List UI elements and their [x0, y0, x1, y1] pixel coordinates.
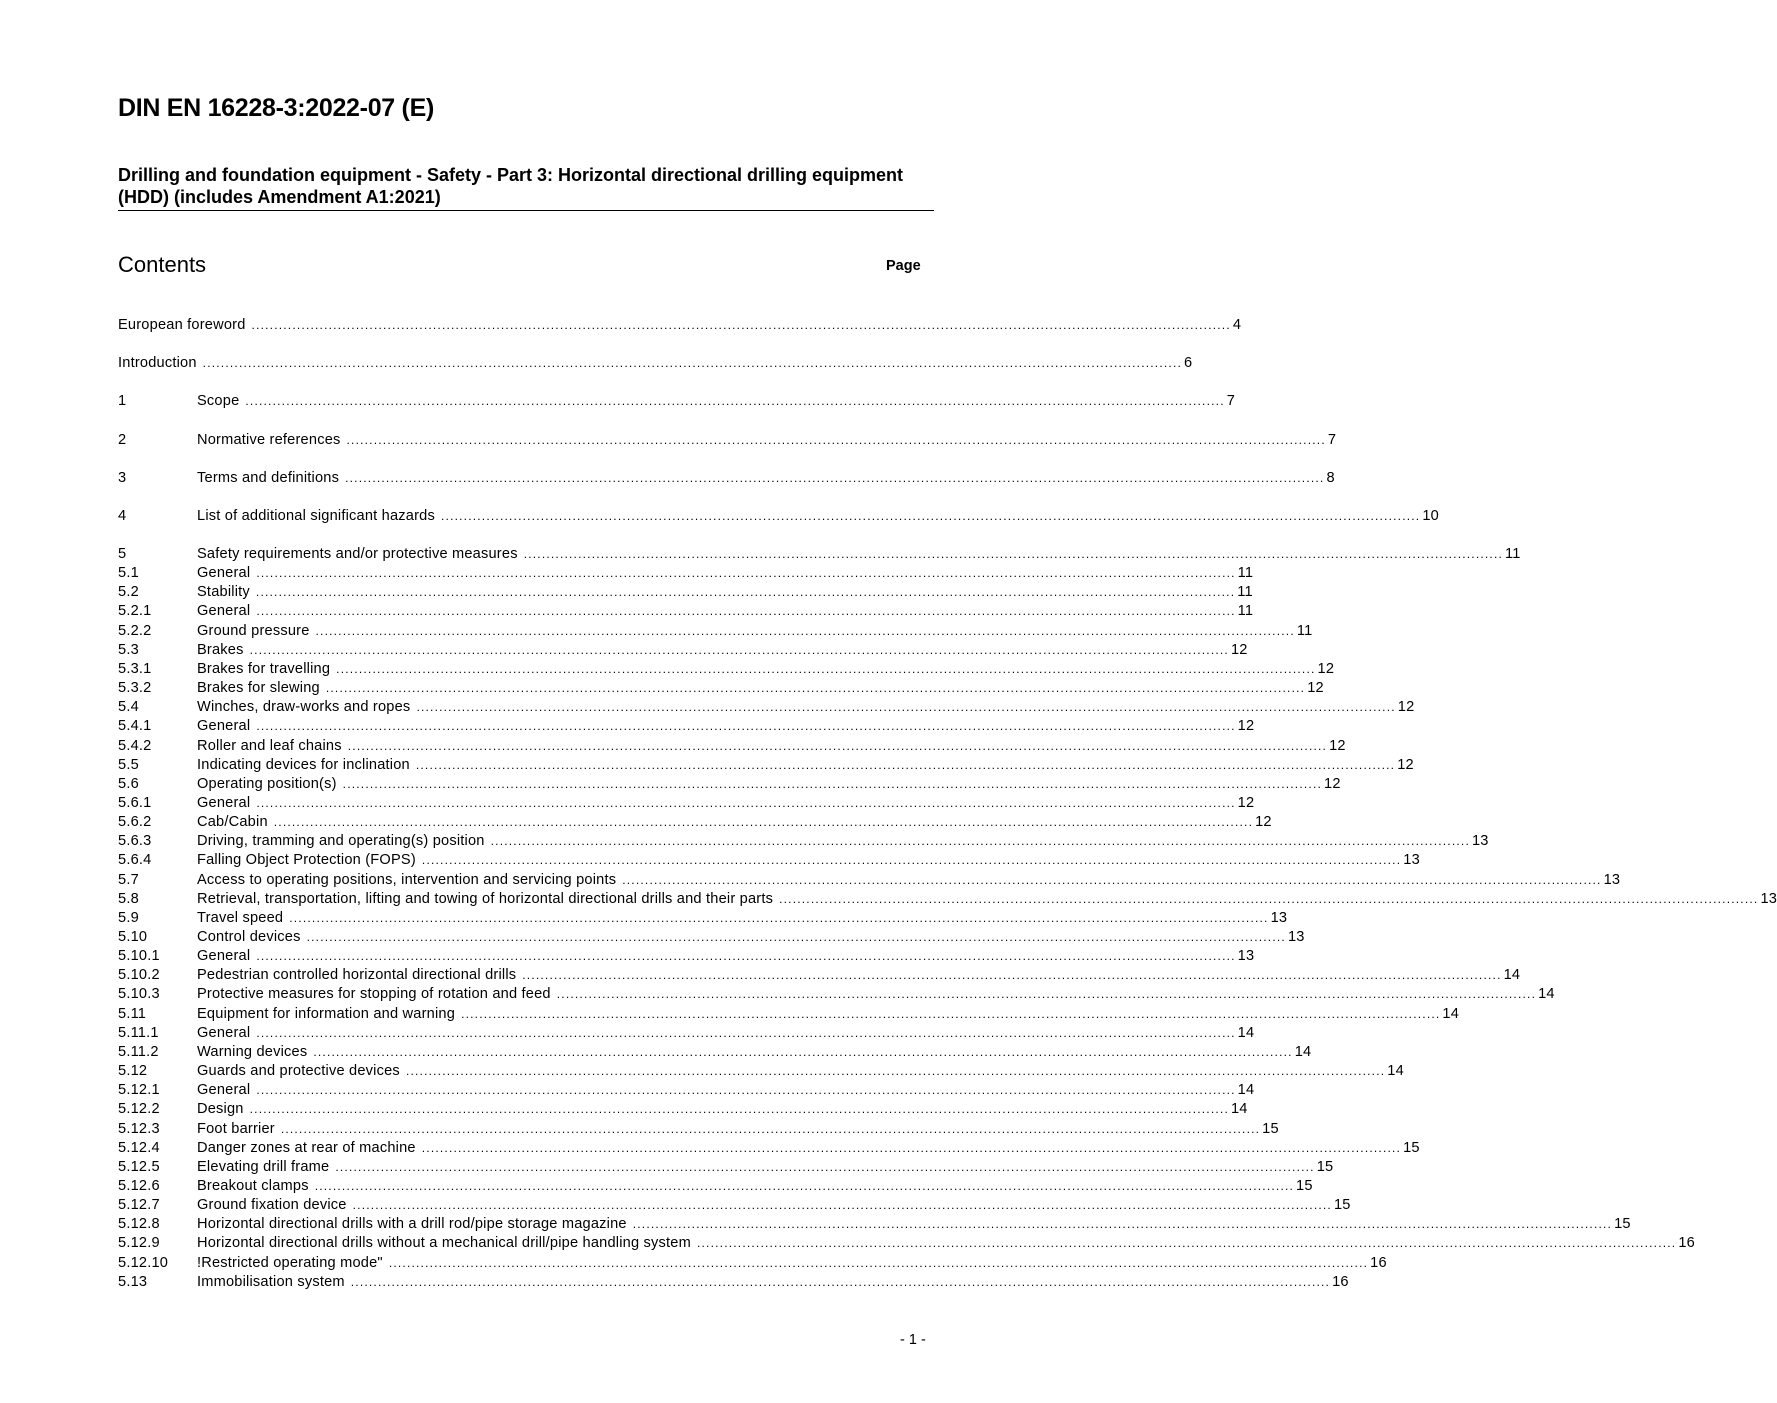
toc-entry-title: General: [197, 718, 251, 735]
page-column-label: Page: [886, 258, 921, 274]
toc-entry-page: 14: [1442, 1005, 1460, 1022]
toc-dot-leader: ........................................................................................................................................................................................................................: [416, 700, 1396, 715]
toc-entry[interactable]: [118, 698, 1415, 717]
toc-entry-title: Horizontal directional drills without a mechanical drill/pipe handling system: [197, 1235, 691, 1252]
toc-dot-leader: ........................................................................................................................................................................................................................: [249, 642, 1229, 657]
toc-dot-leader: ........................................................................................................................................................................................................................: [632, 1217, 1613, 1232]
toc-entry-title: Safety requirements and/or protective measures: [197, 546, 518, 562]
toc-entry-number: 5.12.2: [118, 1101, 160, 1118]
toc-entry-page: 12: [1230, 641, 1248, 658]
toc-entry-page: 11: [1237, 584, 1253, 601]
contents-heading: Contents: [118, 252, 207, 277]
toc-dot-leader: ........................................................................................................................................................................................................................: [280, 1121, 1261, 1136]
toc-entry-title: Travel speed: [197, 909, 284, 926]
toc-entry-title: Terms and definitions: [197, 470, 340, 486]
toc-entry-title: Brakes for travelling: [197, 660, 331, 677]
toc-entry-page: 11: [1296, 622, 1313, 639]
toc-entry[interactable]: [118, 583, 1253, 602]
toc-entry[interactable]: [118, 1139, 1420, 1158]
toc-entry-number: 5.12.5: [118, 1158, 160, 1175]
toc-entry[interactable]: [118, 507, 1439, 526]
toc-dot-leader: ........................................................................................................................................................................................................................: [256, 566, 1236, 581]
toc-dot-leader: ........................................................................................................................................................................................................................: [523, 547, 1504, 561]
toc-entry-title: Control devices: [197, 929, 301, 945]
toc-dot-leader: ........................................................................................................................................................................................................................: [490, 834, 1470, 849]
toc-dot-leader: ........................................................................................................................................................................................................................: [256, 604, 1236, 619]
toc-entry-page: 12: [1324, 775, 1341, 792]
toc-dot-leader: ........................................................................................................................................................................................................................: [696, 1236, 1677, 1251]
toc-entry[interactable]: [118, 947, 1255, 966]
toc-entry[interactable]: [118, 1254, 1387, 1273]
toc-entry-page: 7: [1226, 393, 1236, 409]
toc-entry-page: 7: [1327, 432, 1337, 448]
toc-dot-leader: ........................................................................................................................................................................................................................: [346, 433, 1326, 447]
toc-dot-leader: ........................................................................................................................................................................................................................: [522, 968, 1502, 983]
toc-entry[interactable]: [118, 928, 1305, 947]
toc-entry-title: Ground pressure: [197, 622, 310, 639]
toc-entry[interactable]: [118, 1177, 1313, 1196]
toc-dot-leader: ........................................................................................................................................................................................................................: [779, 891, 1759, 906]
document-title: Drilling and foundation equipment - Safety - Part 3: Horizontal directional drilling equipment (HDD) (includes Amendment A1:2021): [118, 165, 904, 207]
toc-entry[interactable]: [118, 1100, 1248, 1119]
toc-entry-page: 15: [1316, 1158, 1334, 1175]
toc-entry-page: 11: [1237, 603, 1254, 620]
toc-entry-title: Falling Object Protection (FOPS): [197, 852, 416, 869]
toc-dot-leader: ........................................................................................................................................................................................................................: [405, 1064, 1386, 1079]
toc-entry-page: 14: [1387, 1063, 1404, 1080]
toc-entry-number: 5.12.3: [118, 1120, 160, 1137]
toc-entry[interactable]: [118, 871, 1621, 890]
toc-dot-leader: ........................................................................................................................................................................................................................: [441, 509, 1421, 523]
toc-dot-leader: ........................................................................................................................................................................................................................: [256, 1083, 1236, 1098]
toc-dot-leader: ........................................................................................................................................................................................................................: [256, 1025, 1236, 1040]
toc-entry-title: Brakes: [197, 641, 244, 658]
toc-entry-number: 5.11.1: [118, 1024, 159, 1041]
toc-dot-leader: ........................................................................................................................................................................................................................: [336, 661, 1316, 676]
toc-entry-title: Design: [197, 1101, 244, 1118]
toc-dot-leader: ........................................................................................................................................................................................................................: [249, 1102, 1229, 1117]
toc-dot-leader: ........................................................................................................................................................................................................................: [415, 757, 1396, 772]
footer-page-number: - 1 -: [900, 1332, 926, 1348]
toc-dot-leader: ........................................................................................................................................................................................................................: [256, 719, 1236, 734]
toc-entry-page: 13: [1603, 871, 1621, 888]
toc-entry-title: Access to operating positions, intervention and servicing points: [197, 871, 617, 888]
toc-entry[interactable]: [118, 794, 1255, 813]
toc-entry[interactable]: [118, 641, 1248, 660]
toc-dot-leader: ........................................................................................................................................................................................................................: [314, 1178, 1295, 1193]
toc-entry-title: Protective measures for stopping of rotation and feed: [197, 986, 551, 1003]
toc-entry-page: 12: [1237, 794, 1255, 811]
toc-entry[interactable]: [118, 622, 1313, 641]
toc-entry-number: 1: [118, 393, 127, 409]
toc-entry-number: 5.6: [118, 775, 139, 792]
toc-entry-page: 4: [1232, 317, 1242, 333]
toc-entry-number: 5.8: [118, 890, 139, 907]
toc-entry[interactable]: [118, 545, 1521, 564]
toc-entry-page: 11: [1505, 546, 1521, 562]
toc-entry-title: General: [197, 794, 251, 811]
toc-entry-number: 5.12.6: [118, 1177, 160, 1194]
toc-entry-number: 5.9: [118, 909, 139, 926]
toc-entry-title: Foot barrier: [197, 1120, 275, 1137]
toc-entry-number: 4: [118, 508, 127, 524]
toc-entry[interactable]: [118, 1024, 1255, 1043]
toc-entry-title: Stability: [197, 584, 250, 601]
toc-entry-title: General: [197, 948, 251, 965]
toc-entry-page: 15: [1403, 1139, 1420, 1156]
toc-entry[interactable]: [118, 832, 1489, 851]
toc-entry-title: Danger zones at rear of machine: [197, 1139, 416, 1156]
toc-entry[interactable]: [118, 316, 1242, 335]
toc-entry-number: 5.12.1: [118, 1082, 160, 1099]
toc-entry-title: General: [197, 1082, 251, 1099]
title-divider: [118, 210, 934, 211]
toc-entry-number: 5.12: [118, 1063, 148, 1080]
toc-entry-title: Warning devices: [197, 1043, 308, 1060]
toc-entry[interactable]: [118, 985, 1555, 1004]
toc-entry-title: List of additional significant hazards: [197, 508, 435, 524]
toc-dot-leader: ........................................................................................................................................................................................................................: [335, 1159, 1315, 1174]
toc-dot-leader: ........................................................................................................................................................................................................................: [421, 1140, 1402, 1155]
toc-entry-page: 16: [1678, 1235, 1695, 1252]
toc-entry-title: Roller and leaf chains: [197, 737, 342, 754]
toc-entry-number: 5.12.4: [118, 1139, 160, 1156]
toc-entry-title: General: [197, 1024, 251, 1041]
toc-entry-page: 12: [1397, 699, 1415, 716]
toc-entry[interactable]: [118, 354, 1193, 373]
toc-entry-title: Scope: [197, 393, 240, 409]
toc-entry-number: 5.4.1: [118, 718, 152, 735]
toc-entry-title: Normative references: [197, 432, 341, 448]
toc-entry[interactable]: [118, 1234, 1695, 1253]
toc-entry-number: 5.12.10: [118, 1254, 169, 1271]
toc-dot-leader: ........................................................................................................................................................................................................................: [273, 815, 1254, 830]
toc-dot-leader: ........................................................................................................................................................................................................................: [350, 1274, 1331, 1289]
toc-entry[interactable]: [118, 966, 1521, 985]
toc-entry-page: 15: [1614, 1216, 1631, 1233]
toc-entry-title: Cab/Cabin: [197, 814, 268, 831]
toc-entry[interactable]: [118, 1120, 1279, 1139]
toc-dot-leader: ........................................................................................................................................................................................................................: [251, 318, 1231, 332]
toc-entry-page: 15: [1262, 1120, 1279, 1137]
toc-entry-page: 10: [1422, 508, 1439, 524]
toc-entry-title: European foreword: [118, 317, 246, 333]
toc-entry[interactable]: [118, 737, 1346, 756]
toc-entry-page: 6: [1184, 355, 1193, 371]
toc-entry-number: 5.3: [118, 641, 139, 658]
toc-dot-leader: ........................................................................................................................................................................................................................: [461, 1006, 1441, 1021]
toc-entry-page: 14: [1538, 986, 1555, 1003]
toc-entry[interactable]: [118, 1196, 1351, 1215]
toc-entry-number: 5.3.2: [118, 680, 152, 697]
toc-entry[interactable]: [118, 1081, 1255, 1100]
toc-entry[interactable]: [118, 392, 1236, 411]
toc-dot-leader: ........................................................................................................................................................................................................................: [255, 585, 1236, 600]
toc-entry-number: 5.6.3: [118, 833, 152, 850]
toc-entry-number: 5.5: [118, 756, 139, 773]
toc-entry-title: General: [197, 565, 251, 582]
toc-entry-page: 8: [1326, 470, 1335, 486]
toc-entry-number: 5.4: [118, 699, 139, 716]
toc-dot-leader: ........................................................................................................................................................................................................................: [347, 738, 1328, 753]
toc-entry-page: 14: [1230, 1101, 1248, 1118]
toc-dot-leader: ........................................................................................................................................................................................................................: [313, 1044, 1293, 1059]
toc-entry-title: General: [197, 603, 251, 620]
toc-entry-title: !Restricted operating mode": [197, 1254, 383, 1271]
toc-entry-page: 11: [1237, 565, 1254, 582]
toc-entry-page: 12: [1397, 756, 1414, 773]
toc-entry-number: 5.2: [118, 584, 139, 601]
toc-entry[interactable]: [118, 564, 1254, 583]
toc-entry-number: 5.10: [118, 929, 148, 945]
toc-entry-number: 5.6.1: [118, 794, 152, 811]
toc-entry[interactable]: [118, 469, 1335, 488]
toc-entry[interactable]: [118, 851, 1420, 870]
toc-entry-number: 5.12.9: [118, 1235, 160, 1252]
toc-dot-leader: ........................................................................................................................................................................................................................: [202, 356, 1183, 370]
toc-dot-leader: ........................................................................................................................................................................................................................: [245, 394, 1225, 408]
toc-entry-page: 12: [1237, 718, 1255, 735]
toc-entry-page: 16: [1332, 1273, 1349, 1290]
toc-entry-title: Winches, draw-works and ropes: [197, 699, 411, 716]
toc-entry-number: 5.10.2: [118, 967, 160, 984]
document-id: DIN EN 16228-3:2022-07 (E): [118, 94, 434, 122]
toc-entry[interactable]: [118, 1215, 1631, 1234]
toc-entry-page: 15: [1333, 1197, 1351, 1214]
toc-dot-leader: ........................................................................................................................................................................................................................: [256, 795, 1236, 810]
toc-entry-number: 5.10.3: [118, 986, 160, 1003]
toc-entry[interactable]: [118, 660, 1335, 679]
toc-entry-title: Ground fixation device: [197, 1197, 347, 1214]
toc-entry[interactable]: [118, 813, 1272, 832]
toc-entry-title: Immobilisation system: [197, 1273, 345, 1290]
toc-entry-title: Guards and protective devices: [197, 1063, 400, 1080]
toc-entry-page: 14: [1237, 1082, 1255, 1099]
toc-entry[interactable]: [118, 1158, 1334, 1177]
toc-dot-leader: ........................................................................................................................................................................................................................: [306, 930, 1286, 944]
toc-entry[interactable]: [118, 909, 1288, 928]
toc-entry-title: Driving, tramming and operating(s) position: [197, 833, 485, 850]
toc-entry-title: Brakes for slewing: [197, 680, 320, 697]
toc-entry-number: 5.12.7: [118, 1197, 160, 1214]
toc-entry-title: Indicating devices for inclination: [197, 756, 410, 773]
toc-entry-title: Elevating drill frame: [197, 1158, 330, 1175]
toc-entry-page: 16: [1370, 1254, 1387, 1271]
toc-entry-page: 12: [1307, 680, 1324, 697]
toc-entry-page: 14: [1237, 1024, 1255, 1041]
toc-entry-title: Breakout clamps: [197, 1177, 309, 1194]
toc-entry[interactable]: [118, 431, 1337, 450]
toc-dot-leader: ........................................................................................................................................................................................................................: [556, 987, 1537, 1002]
toc-entry-page: 15: [1296, 1177, 1313, 1194]
toc-entry-page: 12: [1317, 660, 1335, 677]
toc-entry-page: 12: [1255, 814, 1272, 831]
toc-dot-leader: ........................................................................................................................................................................................................................: [345, 471, 1325, 485]
toc-entry-title: Pedestrian controlled horizontal directional drills: [197, 967, 517, 984]
toc-entry-number: 5.11: [118, 1005, 147, 1022]
toc-entry-page: 13: [1270, 909, 1288, 926]
toc-dot-leader: ........................................................................................................................................................................................................................: [342, 776, 1323, 791]
toc-entry-number: 5.6.2: [118, 814, 152, 831]
toc-entry-page: 13: [1403, 852, 1420, 869]
toc-dot-leader: ........................................................................................................................................................................................................................: [289, 910, 1269, 925]
toc-entry-page: 13: [1287, 929, 1305, 945]
toc-entry-number: 2: [118, 432, 127, 448]
toc-entry-number: 5.10.1: [118, 948, 160, 965]
toc-entry-page: 13: [1471, 833, 1489, 850]
toc-dot-leader: ........................................................................................................................................................................................................................: [256, 949, 1236, 964]
toc-entry-page: 13: [1760, 890, 1777, 907]
toc-entry-number: 5.6.4: [118, 852, 152, 869]
toc-dot-leader: ........................................................................................................................................................................................................................: [388, 1255, 1369, 1270]
toc-dot-leader: ........................................................................................................................................................................................................................: [315, 623, 1295, 638]
toc-entry-number: 5.3.1: [118, 660, 152, 677]
toc-entry-number: 3: [118, 470, 127, 486]
toc-entry-title: Horizontal directional drills with a drill rod/pipe storage magazine: [197, 1216, 627, 1233]
toc-entry-page: 14: [1503, 967, 1521, 984]
toc-entry-title: Equipment for information and warning: [197, 1005, 456, 1022]
toc-dot-leader: ........................................................................................................................................................................................................................: [421, 853, 1402, 868]
toc-entry-number: 5.13: [118, 1273, 148, 1290]
toc-entry-number: 5.1: [118, 565, 139, 582]
toc-entry[interactable]: [118, 756, 1414, 775]
toc-entry-number: 5: [118, 546, 127, 562]
toc-entry[interactable]: [118, 602, 1254, 621]
toc-entry[interactable]: [118, 1273, 1349, 1292]
toc-entry-title: Introduction: [118, 355, 197, 371]
toc-entry-number: 5.4.2: [118, 737, 152, 754]
toc-entry[interactable]: [118, 1005, 1460, 1024]
toc-entry[interactable]: [118, 890, 1777, 909]
toc-dot-leader: ........................................................................................................................................................................................................................: [622, 872, 1602, 887]
toc-entry[interactable]: [118, 775, 1341, 794]
toc-entry-page: 13: [1237, 948, 1255, 965]
toc-entry-number: 5.7: [118, 871, 139, 888]
toc-entry-title: Operating position(s): [197, 775, 337, 792]
toc-entry-page: 14: [1294, 1043, 1312, 1060]
toc-entry-title: Retrieval, transportation, lifting and towing of horizontal directional drills and their parts: [197, 890, 774, 907]
toc-dot-leader: ........................................................................................................................................................................................................................: [325, 681, 1306, 696]
toc-entry-page: 12: [1329, 737, 1346, 754]
toc-entry[interactable]: [118, 679, 1324, 698]
toc-entry-number: 5.2.1: [118, 603, 152, 620]
toc-entry[interactable]: [118, 1043, 1312, 1062]
toc-entry-number: 5.11.2: [118, 1043, 159, 1060]
toc-entry-number: 5.12.8: [118, 1216, 160, 1233]
toc-dot-leader: ........................................................................................................................................................................................................................: [352, 1198, 1332, 1213]
toc-entry-number: 5.2.2: [118, 622, 152, 639]
toc-entry[interactable]: [118, 717, 1255, 736]
toc-entry[interactable]: [118, 1062, 1404, 1081]
